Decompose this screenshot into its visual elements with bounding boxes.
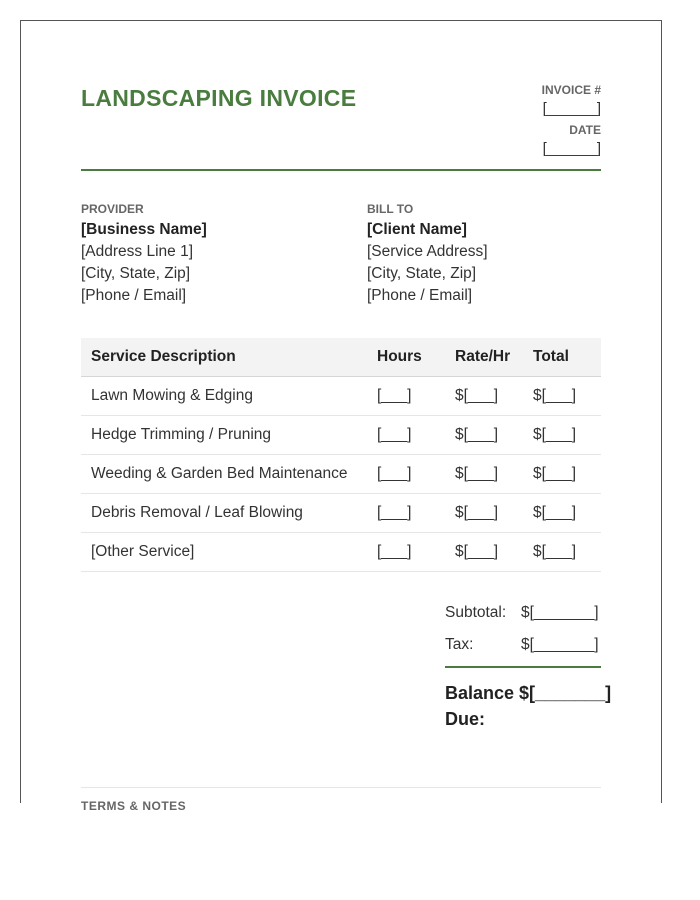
client-name[interactable]: [Client Name] xyxy=(367,221,467,238)
total-field[interactable]: $[___] xyxy=(533,416,601,455)
rate-field[interactable]: $[___] xyxy=(455,377,533,416)
invoice-page xyxy=(20,20,662,813)
hours-field[interactable]: [___] xyxy=(377,455,455,494)
hours-field[interactable]: [___] xyxy=(377,377,455,416)
table-row xyxy=(81,416,601,455)
hours-field[interactable]: [___] xyxy=(377,533,455,572)
tax-row xyxy=(445,629,601,661)
service-description: Debris Removal / Leaf Blowing xyxy=(81,494,377,533)
header-rate: Rate/Hr xyxy=(455,338,533,377)
date-field[interactable]: [______] xyxy=(542,140,601,157)
balance-due-label: Balance Due: xyxy=(445,683,515,729)
tax-field[interactable]: $[_______] xyxy=(521,636,599,653)
provider-city[interactable]: [City, State, Zip] xyxy=(81,265,191,282)
subtotal-row xyxy=(445,597,601,629)
invoice-title: LANDSCAPING INVOICE xyxy=(81,85,357,111)
services-table xyxy=(81,338,601,572)
totals-block xyxy=(445,597,601,661)
client-city[interactable]: [City, State, Zip] xyxy=(367,265,477,282)
rate-field[interactable]: $[___] xyxy=(455,455,533,494)
invoice-number-field[interactable]: [______] xyxy=(542,100,601,117)
header-description: Service Description xyxy=(81,338,377,377)
terms-label: TERMS & NOTES xyxy=(81,799,187,813)
invoice-content xyxy=(81,21,612,813)
rate-field[interactable]: $[___] xyxy=(455,494,533,533)
client-contact[interactable]: [Phone / Email] xyxy=(367,287,473,304)
total-field[interactable]: $[___] xyxy=(533,533,601,572)
balance-due-field[interactable]: $[_______] xyxy=(519,683,612,703)
header-total: Total xyxy=(533,338,601,377)
date-label: DATE xyxy=(569,123,601,137)
provider-contact[interactable]: [Phone / Email] xyxy=(81,287,187,304)
subtotal-label: Subtotal: xyxy=(445,604,507,621)
terms-divider xyxy=(81,787,601,788)
services-header-row xyxy=(81,338,601,377)
service-description: Hedge Trimming / Pruning xyxy=(81,416,377,455)
service-description: Lawn Mowing & Edging xyxy=(81,377,377,416)
table-row xyxy=(81,455,601,494)
total-field[interactable]: $[___] xyxy=(533,377,601,416)
client-address[interactable]: [Service Address] xyxy=(367,243,488,260)
header-hours: Hours xyxy=(377,338,455,377)
hours-field[interactable]: [___] xyxy=(377,416,455,455)
header-divider xyxy=(81,169,601,171)
totals-divider xyxy=(445,666,601,668)
invoice-number-label: INVOICE # xyxy=(541,83,601,97)
total-field[interactable]: $[___] xyxy=(533,494,601,533)
tax-label: Tax: xyxy=(445,636,474,653)
service-description[interactable]: [Other Service] xyxy=(81,533,377,572)
provider-address[interactable]: [Address Line 1] xyxy=(81,243,194,260)
invoice-meta xyxy=(542,82,601,162)
total-field[interactable]: $[___] xyxy=(533,455,601,494)
hours-field[interactable]: [___] xyxy=(377,494,455,533)
rate-field[interactable]: $[___] xyxy=(455,416,533,455)
subtotal-field[interactable]: $[_______] xyxy=(521,604,599,621)
table-row xyxy=(81,533,601,572)
table-row xyxy=(81,494,601,533)
bill-to-block xyxy=(367,201,627,307)
provider-block xyxy=(81,201,341,307)
rate-field[interactable]: $[___] xyxy=(455,533,533,572)
table-row xyxy=(81,377,601,416)
bill-to-label: BILL TO xyxy=(367,202,414,216)
service-description: Weeding & Garden Bed Maintenance xyxy=(81,455,377,494)
provider-name[interactable]: [Business Name] xyxy=(81,221,207,238)
provider-label: PROVIDER xyxy=(81,202,144,216)
